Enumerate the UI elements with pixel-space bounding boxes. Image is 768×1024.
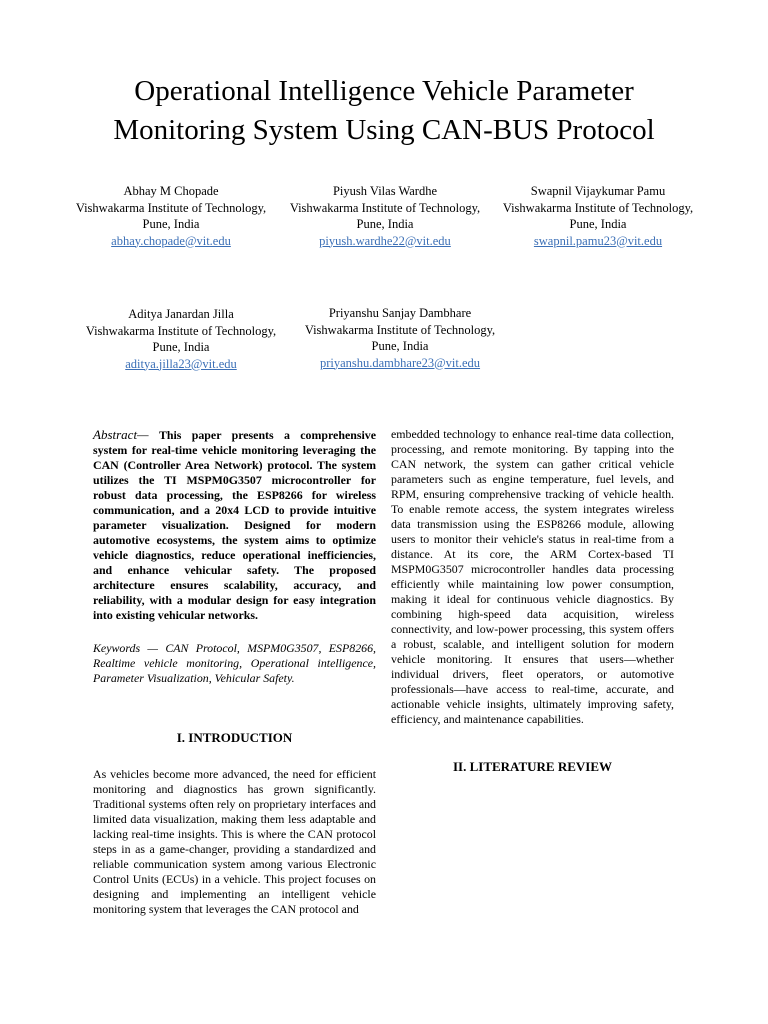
introduction-body	[93, 767, 376, 917]
author-affiliation: Vishwakarma Institute of Technology,	[304, 322, 496, 337]
author-block-1	[60, 183, 282, 249]
introduction-text: As vehicles become more advanced, the need for efficient monitoring and diagnostics has grown significantly. Traditional systems often rely on proprietary interfaces and limited data visualization, making them less adaptable and lacking real-time insights. This is where the CAN protocol steps in as a game-changer, providing a standardized and reliable communication system among various Electronic Control Units (ECUs) in a vehicle. This project focuses on designing and implementing an intelligent vehicle monitoring system that leverages the CAN protocol and	[93, 767, 376, 916]
author-affiliation: Vishwakarma Institute of Technology,	[502, 200, 694, 215]
paper-title	[60, 72, 708, 150]
abstract-paragraph	[93, 427, 376, 623]
author-email-link[interactable]: piyush.wardhe22@vit.edu	[319, 233, 451, 248]
right-column-text: embedded technology to enhance real-time data collection, processing, and remote monitoring. By tapping into the CAN network, the system can gather critical vehicle parameters such as engine temperature, fuel levels, and RPM, ensuring comprehensive tracking of vehicle health. To enable remote access, the system integrates wireless data transmission using the ESP8266 module, allowing users to monitor their vehicle's status in real-time from a distance. At its core, the ARM Cortex-based TI MSPM0G3507 microcontroller handles data processing efficiently while maintaining low power consumption, making it ideal for continuous vehicle diagnostics. By combining high-speed data acquisition, wireless connectivity, and low-power processing, this system offers a robust, scalable, and intelligent solution for modern vehicle monitoring. It ensures that users—whether individual drivers, fleet operators, or automotive professionals—have access to real-time, accurate, and actionable vehicle insights, ultimately improving safety, efficiency, and maintenance capabilities.	[391, 427, 674, 726]
keywords-label: Keywords —	[93, 641, 158, 655]
author-block-4	[70, 306, 292, 372]
author-email-link[interactable]: priyanshu.dambhare23@vit.edu	[319, 355, 481, 370]
introduction-heading: I. INTRODUCTION	[176, 730, 293, 745]
keywords-paragraph	[93, 641, 376, 686]
literature-review-heading: II. LITERATURE REVIEW	[452, 759, 613, 774]
keywords-block	[93, 641, 376, 686]
author-location: Pune, India	[142, 217, 200, 231]
author-location: Pune, India	[356, 217, 414, 231]
author-name: Swapnil Vijaykumar Pamu	[530, 184, 666, 198]
author-location: Pune, India	[371, 339, 429, 353]
author-email-link[interactable]: swapnil.pamu23@vit.edu	[533, 233, 663, 248]
keywords-text: CAN Protocol, MSPM0G3507, ESP8266, Realtime vehicle monitoring, Operational intelligence, Parameter Visualization, Vehicular Safety.	[93, 641, 377, 685]
author-name: Abhay M Chopade	[123, 184, 219, 198]
author-location: Pune, India	[152, 340, 210, 354]
title-line-1: Operational Intelligence Vehicle Parameter	[134, 75, 634, 107]
abstract-label: Abstract—	[93, 427, 149, 442]
author-name: Aditya Janardan Jilla	[128, 307, 234, 321]
author-name: Priyanshu Sanjay Dambhare	[328, 306, 472, 320]
author-affiliation: Vishwakarma Institute of Technology,	[289, 200, 481, 215]
author-block-5	[289, 305, 511, 371]
author-email-link[interactable]: abhay.chopade@vit.edu	[111, 233, 231, 248]
author-email-link[interactable]: aditya.jilla23@vit.edu	[125, 356, 237, 371]
author-block-3	[487, 183, 709, 249]
title-line-2: Monitoring System Using CAN-BUS Protocol	[113, 114, 655, 146]
left-column	[93, 427, 376, 623]
right-column	[391, 427, 674, 727]
author-name: Piyush Vilas Wardhe	[332, 184, 438, 198]
author-affiliation: Vishwakarma Institute of Technology,	[85, 323, 277, 338]
author-location: Pune, India	[569, 217, 627, 231]
author-affiliation: Vishwakarma Institute of Technology,	[75, 200, 267, 215]
author-block-2	[274, 183, 496, 249]
abstract-text: This paper presents a comprehensive system for real-time vehicle monitoring leveraging the CAN (Controller Area Network) protocol. The system utilizes the TI MSPM0G3507 microcontroller for robust data processing, the ESP8266 for wireless communication, and a 20x4 LCD to provide intuitive parameter visualization. Designed for modern automotive ecosystems, the system aims to optimize vehicle diagnostics, reduce operational inefficiencies, and enhance vehicular safety. The proposed architecture ensures scalability, accuracy, and reliability, with a modular design for easy integration into existing vehicular networks.	[93, 428, 376, 622]
